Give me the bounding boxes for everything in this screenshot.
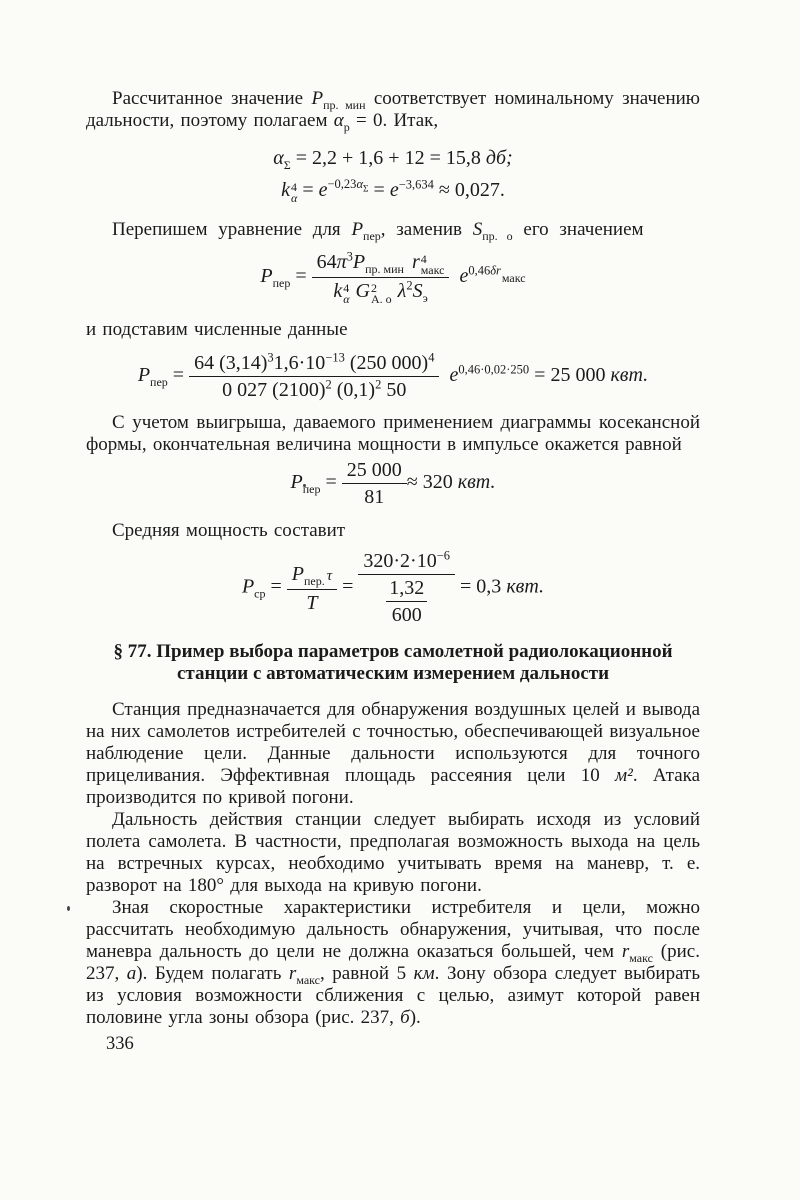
text-run: Средняя мощность составит — [112, 520, 346, 541]
formula-k-alpha — [86, 177, 700, 204]
formula-p-per-numeric — [86, 351, 700, 402]
supsub-stack — [421, 254, 445, 276]
var-p-per: P — [137, 364, 151, 387]
var-k: k — [281, 179, 291, 201]
var-e: e — [318, 179, 328, 201]
supsub-stack — [371, 283, 392, 305]
var-subscript: пр. о — [482, 228, 513, 243]
var-e: e — [459, 265, 469, 288]
text-run: С учетом выигрыша, даваемого применением диаграммы косекансной формы, окончательная величина мощности в импульсе окажется равной — [86, 412, 700, 455]
fraction — [312, 250, 450, 305]
den-term: (0,1) — [331, 379, 376, 401]
superscript: 4 — [291, 180, 298, 194]
superscript: 4 — [420, 252, 427, 266]
para-station-purpose — [86, 699, 700, 809]
var-g-antenna: G — [355, 280, 370, 302]
superscript: 3 — [346, 249, 353, 264]
den-term: 50 — [381, 379, 407, 401]
text-run: Дальность действия станции следует выбирать исходя из условий полета самолета. В частности, предполагая возможность выхода на цель на встречных курсах, необходимо учитывать время на маневр, т. е. разворот на 180° для выхода на кривую погони. — [86, 809, 700, 896]
exp-sub-sigma: Σ — [363, 184, 369, 195]
superscript: 4 — [428, 350, 435, 365]
var-p-pr-min: P — [352, 251, 366, 273]
num-term: 320·2·10 — [363, 550, 437, 572]
equation-result: ≈ 320 — [406, 471, 458, 494]
equals-sign: = — [167, 364, 190, 387]
var-subscript: ср — [254, 586, 266, 601]
var-s-pr-o: S — [472, 219, 483, 240]
equals-sign: = — [290, 265, 312, 288]
equation-result: = 0,3 — [455, 575, 507, 598]
text-run: его значением — [512, 219, 644, 240]
var-r-max: r — [288, 963, 297, 984]
fraction-numerator: 1,32 — [389, 577, 425, 599]
exp-coef: −0,23 — [327, 177, 357, 192]
superscript: −13 — [325, 350, 345, 365]
var-alpha-sigma: α — [273, 147, 284, 169]
superscript: 2 — [370, 281, 377, 295]
exp-subscript-max: макс — [501, 271, 526, 286]
unit-km: км — [413, 963, 435, 984]
var-subscript: э — [422, 291, 428, 305]
unit-db: дб; — [485, 147, 513, 169]
text-run: . Атака производится по кривой погони. — [86, 765, 701, 808]
var-subscript: пер — [150, 375, 168, 390]
fraction-numerator — [312, 250, 450, 277]
var-r-max: r — [621, 941, 630, 962]
var-subscript: пер — [363, 228, 381, 243]
subscript: α — [291, 191, 298, 205]
text-run: ). — [409, 1007, 421, 1028]
superscript: −6 — [436, 548, 451, 563]
page-number: 336 — [106, 1034, 134, 1054]
formula-p-per-final — [86, 458, 700, 509]
unit-kwt: квт. — [506, 575, 545, 598]
var-p-per: P — [291, 562, 304, 585]
text-run: , заменив — [380, 219, 473, 240]
fraction — [342, 458, 407, 509]
text-run: Станция предназначается для обнаружения воздушных целей и вывода на них самолетов истребителей с точностью, обеспечивающей визуальное наблюдение цели. Данные дальности используются для точного прицеливания. Эффективная площадь рассеяния цели 10 — [86, 699, 700, 786]
equation-result: ≈ 0,027. — [433, 179, 505, 201]
supsub-stack — [343, 283, 349, 305]
text-run: (рис. 237, — [86, 941, 700, 984]
exponent: 0,46·0,02·250 — [458, 362, 530, 377]
var-subscript: р — [343, 119, 350, 134]
fraction-numerator — [189, 351, 439, 376]
var-lambda: λ — [397, 280, 407, 302]
var-subscript: Σ — [283, 158, 291, 172]
unit-sq-m: м² — [615, 765, 633, 786]
var-p-pr-min: P — [311, 88, 324, 109]
var-p-per: P — [260, 265, 273, 288]
equation-result: = 25 000 — [529, 364, 611, 387]
var-e: e — [449, 364, 459, 387]
text-run: = 0. Итак, — [349, 110, 439, 131]
text-run: , равной 5 — [320, 963, 414, 984]
text-run: Перепишем уравнение для — [112, 219, 352, 240]
section-heading: § 77. Пример выбора параметров самолетной радиолокационной станции с автоматическим измерением дальности — [113, 641, 673, 684]
fraction-numerator — [358, 549, 455, 574]
text-run: Зная скоростные характеристики истребителя и цели, можно рассчитать необходимую дальность обнаружения, учитывая, что после маневра дальность до цели не должна оказаться большей, чем — [86, 897, 700, 962]
fraction-denominator — [287, 589, 337, 615]
subscript: макс — [420, 263, 445, 277]
fraction — [287, 562, 337, 615]
var-subscript: пр. мин — [323, 97, 366, 112]
exp-delta-r: δr — [490, 263, 501, 278]
num-term: 1,6·10 — [273, 352, 326, 374]
exp-coef: 0,46 — [468, 263, 491, 278]
fraction-denominator: 81 — [342, 483, 407, 509]
text-run: . Зону обзора следует выбирать из условия возможности сближения с целью, азимут которой равен половине угла зоны обзора (рис. 237, — [86, 963, 700, 1028]
coef-64: 64 — [316, 251, 337, 273]
fraction-denominator — [358, 574, 455, 627]
fraction — [189, 351, 439, 402]
var-subscript: пр. мин — [365, 262, 404, 276]
fraction-denominator: 600 — [386, 601, 427, 627]
subscript: А. о — [370, 292, 392, 306]
fraction-denominator — [312, 277, 450, 305]
var-pi: π — [336, 251, 347, 273]
para-intro — [86, 88, 700, 132]
var-subscript: макс — [296, 972, 321, 987]
text-run: и подставим численные данные — [86, 319, 348, 340]
superscript: 3 — [267, 350, 274, 365]
var-k: k — [333, 280, 343, 302]
var-alpha-r: α — [333, 110, 344, 131]
para-rewrite-equation — [86, 219, 700, 241]
var-s-e: S — [412, 280, 423, 302]
fig-ref-a: а — [126, 963, 137, 984]
var-p-per: P — [351, 219, 364, 240]
superscript: 2 — [325, 377, 332, 392]
para-cosecant-gain — [86, 412, 700, 456]
unit-kwt: квт. — [610, 364, 649, 387]
var-r-max: r — [411, 251, 420, 273]
exponent — [468, 263, 501, 277]
equals-sign: = — [368, 179, 390, 201]
text-run: соответствует номинальному значению дальности, поэтому полагаем — [86, 88, 701, 131]
var-subscript: пер. — [303, 573, 325, 588]
scan-speck — [67, 906, 70, 911]
superscript: 4 — [343, 281, 350, 295]
fraction — [358, 549, 455, 627]
equation-body: = 2,2 + 1,6 + 12 = 15,8 — [290, 147, 486, 169]
formula-p-avg — [86, 549, 700, 627]
den-term: 0 027 (2100) — [222, 379, 326, 401]
var-p-avg: P — [241, 575, 255, 598]
var-tau: τ — [326, 567, 333, 584]
fraction-numerator — [287, 562, 337, 589]
para-substitute-data — [86, 319, 700, 341]
equals-sign: = — [297, 179, 319, 201]
equals-sign: = — [265, 575, 287, 598]
var-p-per: P — [290, 471, 303, 494]
var-e: e — [389, 179, 399, 201]
var-subscript: пер — [272, 276, 291, 291]
num-term: (250 000) — [344, 352, 429, 374]
formula-alpha-sum — [86, 145, 700, 171]
para-speed-characteristics — [86, 897, 700, 1029]
text-run: Рассчитанное значение — [112, 88, 312, 109]
fraction-denominator — [189, 376, 439, 402]
exp-alpha: α — [356, 177, 363, 192]
subscript: α — [343, 292, 350, 306]
exponent — [327, 177, 369, 195]
superscript: 2 — [406, 278, 413, 293]
var-subscript: макс — [629, 950, 653, 965]
equals-sign: = — [337, 575, 359, 598]
para-average-power — [86, 520, 700, 542]
superscript: 2 — [375, 377, 382, 392]
text-run: ). Будем полагать — [136, 963, 289, 984]
nested-fraction — [386, 576, 427, 627]
para-range-choice — [86, 809, 700, 897]
fraction-numerator: 25 000 — [346, 459, 402, 481]
exponent: −3,634 — [398, 177, 434, 192]
var-t-period: T — [306, 591, 318, 614]
formula-p-per-symbolic — [86, 250, 700, 305]
num-term: 64 (3,14) — [194, 352, 268, 374]
unit-kwt: квт. — [457, 471, 496, 494]
text-column — [86, 88, 700, 1055]
var-subscript: пер — [302, 482, 321, 497]
equals-sign: = — [320, 471, 342, 494]
fig-ref-b: б — [400, 1007, 410, 1028]
